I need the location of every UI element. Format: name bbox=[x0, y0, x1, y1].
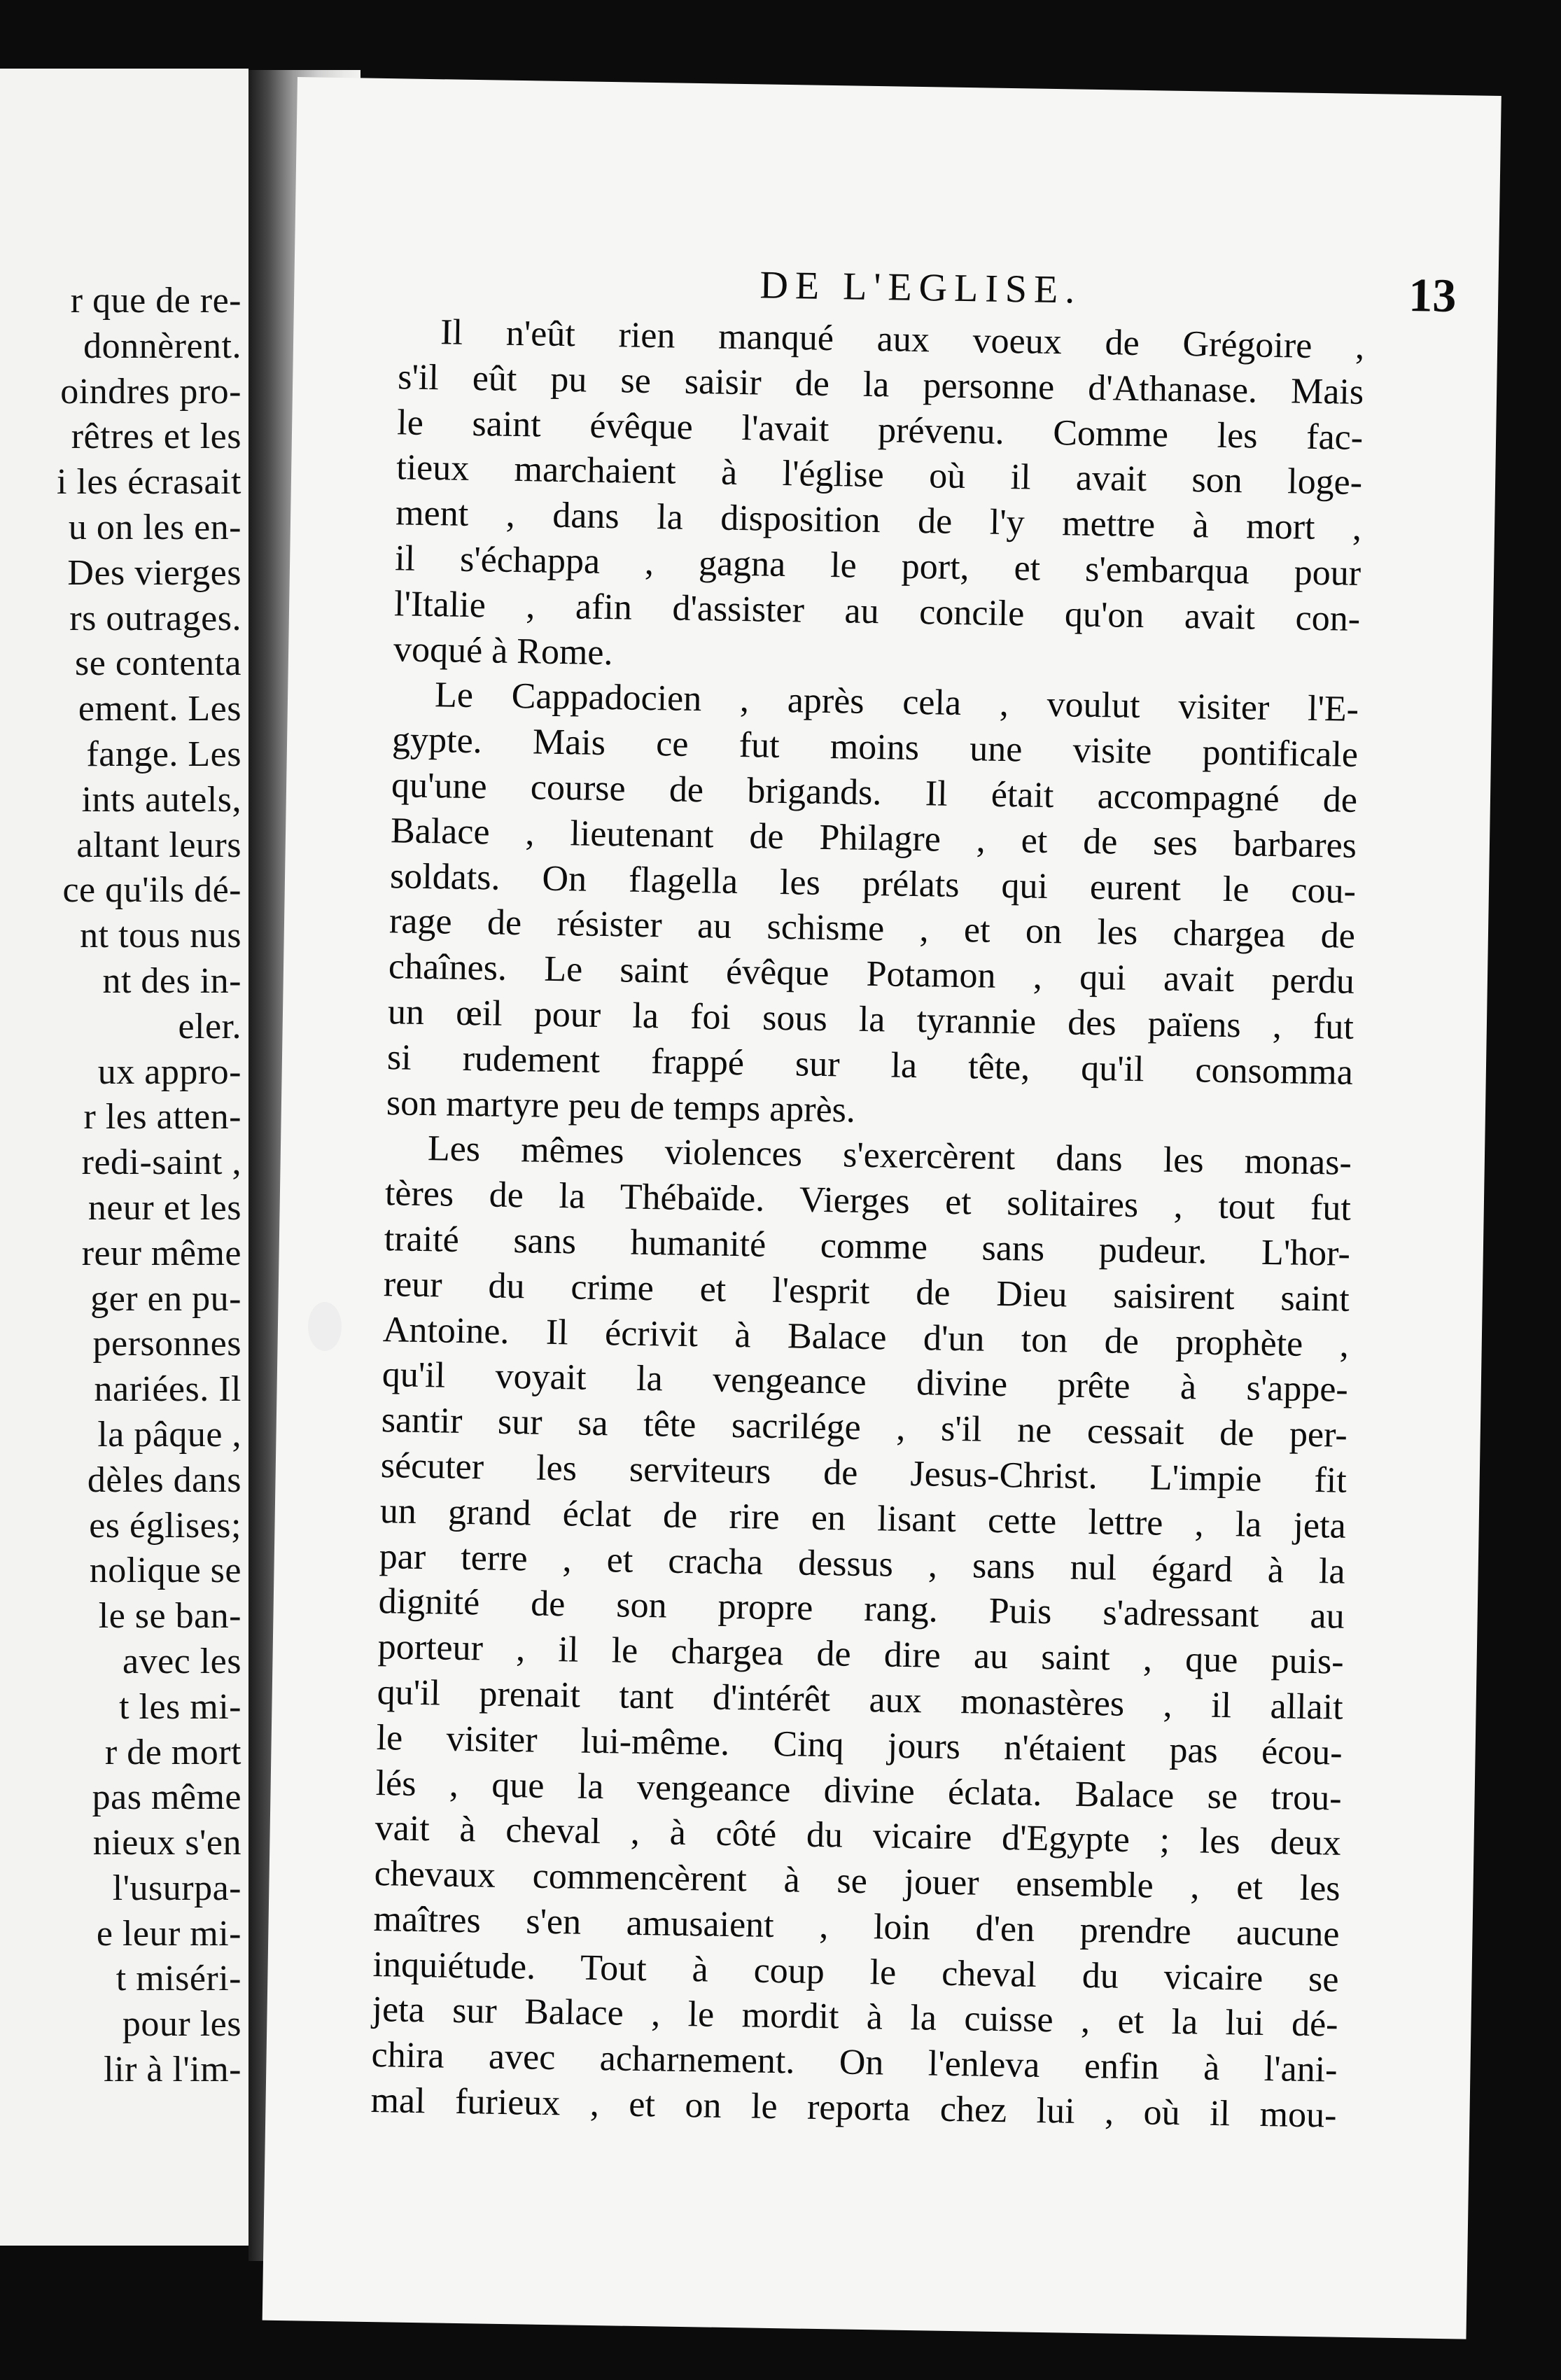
text-line: gypte. Mais ce fut moins une visite pontificale bbox=[391, 720, 1359, 776]
left-line: ce qu'ils dé- bbox=[62, 870, 241, 911]
text-line: le visiter lui-même. Cinq jours n'étaient pas écou- bbox=[376, 1717, 1343, 1773]
left-line: pour les bbox=[122, 2004, 241, 2045]
text-line: dignité de son propre rang. Puis s'adressant au bbox=[378, 1581, 1345, 1637]
left-line: i les écrasait bbox=[57, 462, 241, 503]
text-line: Il n'eût rien manqué aux voeux de Grégoire , bbox=[440, 312, 1365, 367]
left-line: es églises; bbox=[89, 1505, 241, 1546]
scan-speck bbox=[308, 1302, 342, 1351]
text-line: vait à cheval , à côté du vicaire d'Egypte ; les deux bbox=[374, 1808, 1341, 1864]
text-line: Le Cappadocien , après cela , voulut visiter l'E- bbox=[434, 675, 1359, 730]
left-line: neur et les bbox=[88, 1187, 241, 1228]
left-line: se contenta bbox=[75, 643, 241, 684]
text-line: maîtres s'en amusaient , loin d'en prendre aucune bbox=[373, 1898, 1340, 1954]
text-line: santir sur sa tête sacrilége , s'il ne cessait de per- bbox=[381, 1400, 1348, 1455]
text-line: ment , dans la disposition de l'y mettre à mort , bbox=[395, 493, 1362, 549]
previous-page-text bbox=[0, 279, 241, 2093]
text-line: rage de résister au schisme , et on les chargea de bbox=[388, 901, 1356, 957]
left-line: nt tous nus bbox=[80, 916, 241, 956]
running-head-title: DE L'EGLISE. bbox=[760, 263, 1082, 312]
text-line: chaînes. Le saint évêque Potamon , qui avait perdu bbox=[388, 946, 1355, 1002]
previous-page-fragment bbox=[0, 69, 248, 2246]
left-line: rs outrages. bbox=[69, 598, 241, 638]
text-line: jeta sur Balace , le mordit à la cuisse , et la lui dé- bbox=[372, 1989, 1338, 2045]
text-line: qu'il prenait tant d'intérêt aux monastères , il allait bbox=[377, 1672, 1344, 1728]
left-line: nt des in- bbox=[102, 960, 241, 1001]
left-line: r de mort bbox=[104, 1732, 241, 1772]
text-line: qu'une course de brigands. Il était accompagné de bbox=[391, 765, 1358, 820]
text-line: qu'il voyait la vengeance divine prête à s'appe- bbox=[382, 1354, 1349, 1410]
text-line: Balace , lieutenant de Philagre , et de ses barbares bbox=[390, 810, 1357, 866]
left-line: avec les bbox=[122, 1641, 241, 1681]
left-line: nolique se bbox=[89, 1550, 241, 1591]
text-line: si rudement frappé sur la tête, qu'il consomma bbox=[386, 1037, 1354, 1093]
text-line: soldats. On flagella les prélats qui eurent le cou- bbox=[389, 855, 1357, 911]
text-line: inquiétude. Tout à coup le cheval du vicaire se bbox=[372, 1944, 1339, 2000]
left-line: nieux s'en bbox=[92, 1823, 241, 1863]
text-line: un grand éclat de rire en lisant cette lettre , la jeta bbox=[379, 1490, 1347, 1546]
left-line: eler. bbox=[178, 1006, 241, 1046]
left-line: u on les en- bbox=[68, 507, 241, 547]
left-line: ints autels, bbox=[81, 779, 241, 820]
left-line: ger en pu- bbox=[90, 1278, 241, 1319]
text-line: lés , que la vengeance divine éclata. Balace se trou- bbox=[375, 1763, 1343, 1819]
left-line: r les atten- bbox=[83, 1097, 241, 1138]
text-line: Les mêmes violences s'exercèrent dans les monas- bbox=[427, 1128, 1352, 1184]
text-line: Antoine. Il écrivit à Balace d'un ton de prophète , bbox=[382, 1309, 1350, 1365]
left-line: ux appro- bbox=[97, 1051, 241, 1092]
left-line: e leur mi- bbox=[96, 1913, 241, 1954]
left-line: dèles dans bbox=[87, 1460, 241, 1500]
left-line: le se ban- bbox=[98, 1596, 241, 1637]
text-line: par terre , et cracha dessus , sans nul égard à la bbox=[379, 1536, 1346, 1592]
left-line: rêtres et les bbox=[71, 416, 241, 457]
left-line: la pâque , bbox=[97, 1414, 241, 1455]
text-line: l'Italie , afin d'assister au concile qu'on avait con- bbox=[393, 584, 1361, 639]
left-line: lir à l'im- bbox=[104, 2050, 241, 2090]
text-line: un œil pour la foi sous la tyrannie des païens , fut bbox=[387, 992, 1354, 1047]
page-number: 13 bbox=[1408, 267, 1457, 323]
left-line: t les mi- bbox=[119, 1686, 241, 1727]
body-text bbox=[370, 309, 1365, 2138]
left-line: oindres pro- bbox=[60, 371, 241, 412]
left-line: Des vierges bbox=[67, 552, 241, 593]
text-line: mal furieux , et on le reporta chez lui , où il mou- bbox=[370, 2080, 1337, 2136]
left-line: nariées. Il bbox=[94, 1369, 241, 1410]
left-line: reur même bbox=[81, 1233, 241, 1273]
text-line: porteur , il le chargea de dire au saint , que puis- bbox=[377, 1627, 1345, 1682]
text-line: reur du crime et l'esprit de Dieu saisirent saint bbox=[383, 1264, 1350, 1320]
text-line: le saint évêque l'avait prévenu. Comme les fac- bbox=[396, 402, 1364, 458]
current-page bbox=[262, 77, 1502, 2339]
left-line: l'usurpa- bbox=[112, 1868, 241, 1908]
text-line: s'il eût pu se saisir de la personne d'Athanase. Mais bbox=[397, 357, 1364, 412]
text-line: il s'échappa , gagna le port, et s'embarqua pour bbox=[394, 538, 1362, 594]
text-line: tères de la Thébaïde. Vierges et solitaires , tout fut bbox=[384, 1173, 1352, 1228]
text-line: son martyre peu de temps après. bbox=[386, 1082, 856, 1130]
text-line: sécuter les serviteurs de Jesus-Christ. L'impie fit bbox=[380, 1446, 1348, 1501]
left-line: ement. Les bbox=[78, 689, 241, 729]
left-line: altant leurs bbox=[76, 825, 241, 865]
text-line: traité sans humanité comme sans pudeur. L'hor- bbox=[384, 1219, 1351, 1274]
text-line: voqué à Rome. bbox=[393, 629, 613, 673]
left-line: fange. Les bbox=[86, 734, 241, 774]
left-line: pas même bbox=[92, 1777, 241, 1818]
left-line: redi-saint , bbox=[81, 1142, 241, 1183]
text-line: chira avec acharnement. On l'enleva enfin à l'ani- bbox=[371, 2035, 1338, 2090]
text-line: chevaux commencèrent à se jouer ensemble , et les bbox=[374, 1854, 1340, 1909]
left-line: t miséri- bbox=[115, 1959, 241, 1999]
text-line: tieux marchaient à l'église où il avait son loge- bbox=[396, 447, 1363, 503]
left-line: personnes bbox=[92, 1324, 241, 1364]
left-line: donnèrent. bbox=[83, 326, 241, 366]
left-line: r que de re- bbox=[70, 281, 241, 321]
